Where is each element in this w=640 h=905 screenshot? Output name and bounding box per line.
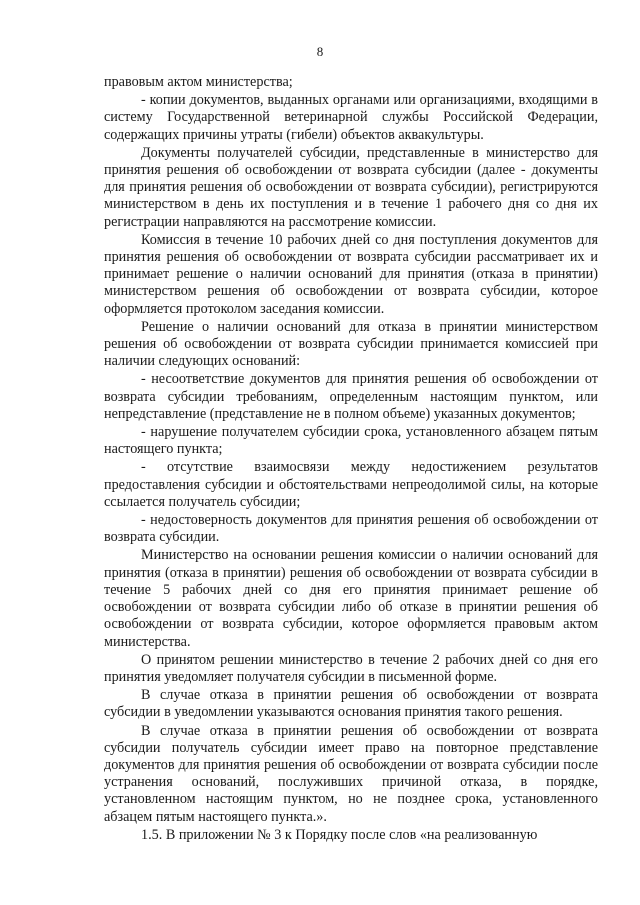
paragraph: О принятом решении министерство в течение 2 рабочих дней со дня его принятия уведомляет получателя субсидии в письменной форме.	[104, 651, 598, 685]
paragraph: Министерство на основании решения комиссии о наличии оснований для принятия (отказа в принятии) решения об освобождении от возврата субсидии в течение 5 рабочих дней со дня его принятия принимает решение об освобождении от возврата субсидии либо об отказе в принятии решения об освобождении от возврата субсидии, которое оформляется правовым актом министерства.	[104, 547, 598, 650]
page-number: 8	[316, 44, 324, 59]
paragraph: В случае отказа в принятии решения об освобождении от возврата субсидии получатель субсидии имеет право на повторное представление документов для принятия решения об освобождении от возврата субсидии после устранения оснований, послуживших причиной отказа, в порядке, установленном настоящим пунктом, но не позднее срока, установленного абзацем пятым настоящего пункта.».	[104, 722, 598, 825]
paragraph-list-item: - нарушение получателем субсидии срока, установленного абзацем пятым настоящего пункта;	[104, 424, 598, 458]
paragraph: Документы получателей субсидии, представленные в министерство для принятия решения об освобождении от возврата субсидии (далее - документы для принятия решения об освобождении от возврата субсидии), регистрируются министерством в день их поступления и в течение 1 рабочего дня со дня их регистрации направляются на рассмотрение комиссии.	[104, 144, 598, 230]
paragraph-list-item: - отсутствие взаимосвязи между недостижением результатов предоставления субсидии и обстоятельствами непреодолимой силы, на которые ссылается получатель субсидии;	[104, 459, 598, 510]
paragraph-list-item: - недостоверность документов для принятия решения об освобождении от возврата субсидии.	[104, 512, 598, 546]
paragraph-continuation: правовым актом министерства;	[104, 74, 293, 90]
paragraph: Решение о наличии оснований для отказа в принятии министерством решения об освобождении от возврата субсидии принимается комиссией при наличии следующих оснований:	[104, 318, 598, 370]
paragraph: 1.5. В приложении № 3 к Порядку после слов «на реализованную	[141, 826, 538, 843]
paragraph: В случае отказа в принятии решения об освобождении от возврата субсидии в уведомлении указываются основания принятия такого решения.	[104, 687, 598, 721]
document-body	[104, 74, 598, 845]
paragraph-list-item: - несоответствие документов для принятия решения об освобождении от возврата субсидии требованиям, определенным настоящим пунктом, или непредставление (представление не в полном объеме) указанных документов;	[104, 371, 598, 422]
paragraph: Комиссия в течение 10 рабочих дней со дня поступления документов для принятия решения об освобождении от возврата субсидии рассматривает их и принимает решение о наличии оснований для принятия (отказа в принятии) министерством решения об освобождении от возврата субсидии, которое оформляется протоколом заседания комиссии.	[104, 231, 598, 317]
paragraph-list-item: - копии документов, выданных органами или организациями, входящими в систему Государственной ветеринарной службы Российской Федерации, содержащих причины утраты (гибели) объектов аквакультуры.	[104, 92, 598, 143]
